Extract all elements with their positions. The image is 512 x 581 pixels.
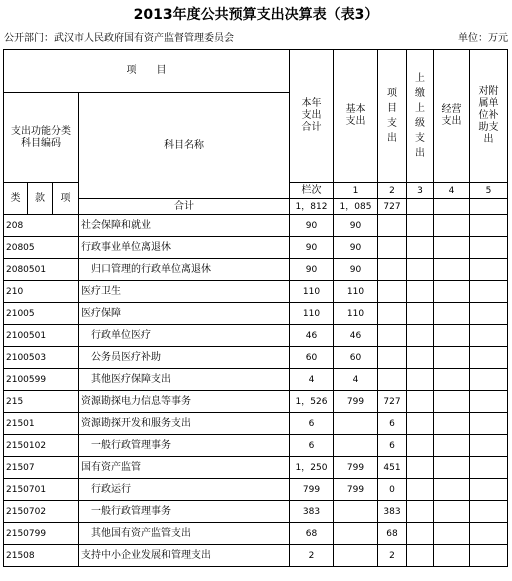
row-project xyxy=(378,325,407,347)
row-total: 2 xyxy=(290,545,334,567)
row-basic xyxy=(334,545,378,567)
row-code: 21507 xyxy=(4,457,79,479)
row-operate xyxy=(434,501,470,523)
row-operate xyxy=(434,347,470,369)
row-name: 资源勘探电力信息等事务 xyxy=(79,391,290,413)
row-subsidy xyxy=(470,281,508,303)
row-code: 2150102 xyxy=(4,435,79,457)
row-project: 68 xyxy=(378,523,407,545)
row-basic: 110 xyxy=(334,303,378,325)
row-code: 2100599 xyxy=(4,369,79,391)
row-basic: 799 xyxy=(334,391,378,413)
row-project: 0 xyxy=(378,479,407,501)
row-total: 68 xyxy=(290,523,334,545)
row-subsidy xyxy=(470,435,508,457)
row-subsidy xyxy=(470,259,508,281)
header-project: 项目支出 xyxy=(378,50,407,183)
row-name: 支持中小企业发展和管理支出 xyxy=(79,545,290,567)
row-operate xyxy=(434,325,470,347)
row-code: 2100503 xyxy=(4,347,79,369)
header-subject-name: 科目名称 xyxy=(79,93,290,199)
row-total: 90 xyxy=(290,215,334,237)
row-subsidy xyxy=(470,237,508,259)
row-code: 215 xyxy=(4,391,79,413)
row-name: 归口管理的行政单位离退休 xyxy=(79,259,290,281)
row-name: 行政运行 xyxy=(79,479,290,501)
row-name: 公务员医疗补助 xyxy=(79,347,290,369)
row-upper xyxy=(407,303,434,325)
row-subsidy xyxy=(470,545,508,567)
header-operate: 经营支出 xyxy=(434,50,470,183)
row-total: 90 xyxy=(290,259,334,281)
header-kuan: 款 xyxy=(28,183,53,215)
table-row xyxy=(4,325,508,347)
row-basic xyxy=(334,523,378,545)
row-operate xyxy=(434,281,470,303)
row-basic xyxy=(334,501,378,523)
page-title: 2013年度公共预算支出决算表（表3） xyxy=(133,7,379,23)
row-subsidy xyxy=(470,523,508,545)
row-operate xyxy=(434,369,470,391)
publishing-department xyxy=(4,32,234,46)
seq-number: 2 xyxy=(378,183,407,199)
seq-number: 4 xyxy=(434,183,470,199)
header-total: 本年支出合计 xyxy=(290,50,334,183)
seq-number: 1 xyxy=(334,183,378,199)
row-subsidy xyxy=(470,479,508,501)
row-upper xyxy=(407,215,434,237)
row-project: 451 xyxy=(378,457,407,479)
row-operate xyxy=(434,523,470,545)
row-project: 383 xyxy=(378,501,407,523)
org-name: 武汉市人民政府国有资产监督管理委员会 xyxy=(54,33,234,44)
row-subsidy xyxy=(470,391,508,413)
row-subsidy xyxy=(470,413,508,435)
table-row xyxy=(4,545,508,567)
row-project xyxy=(378,369,407,391)
row-total: 90 xyxy=(290,237,334,259)
table-row xyxy=(4,347,508,369)
row-operate xyxy=(434,413,470,435)
row-project: 6 xyxy=(378,435,407,457)
row-basic: 90 xyxy=(334,237,378,259)
row-code: 208 xyxy=(4,215,79,237)
row-total: 110 xyxy=(290,281,334,303)
row-upper xyxy=(407,369,434,391)
header-xiang: 项 xyxy=(53,183,79,215)
row-name: 行政单位医疗 xyxy=(79,325,290,347)
row-operate xyxy=(434,391,470,413)
row-upper xyxy=(407,237,434,259)
row-operate xyxy=(434,545,470,567)
row-project xyxy=(378,347,407,369)
row-name: 医疗卫生 xyxy=(79,281,290,303)
report-meta xyxy=(4,32,508,46)
row-name: 一般行政管理事务 xyxy=(79,501,290,523)
row-upper xyxy=(407,281,434,303)
row-basic: 90 xyxy=(334,215,378,237)
row-name: 行政事业单位离退休 xyxy=(79,237,290,259)
row-name: 医疗保障 xyxy=(79,303,290,325)
row-operate xyxy=(434,237,470,259)
row-project xyxy=(378,237,407,259)
row-upper xyxy=(407,435,434,457)
row-basic: 60 xyxy=(334,347,378,369)
row-code: 2150701 xyxy=(4,479,79,501)
row-total: 4 xyxy=(290,369,334,391)
row-project: 6 xyxy=(378,413,407,435)
table-row xyxy=(4,523,508,545)
row-project xyxy=(378,303,407,325)
summary-project: 727 xyxy=(378,199,407,215)
row-basic xyxy=(334,435,378,457)
row-upper xyxy=(407,479,434,501)
seq-label: 栏次 xyxy=(290,183,334,199)
row-upper xyxy=(407,523,434,545)
row-project xyxy=(378,215,407,237)
header-subsidy: 对附属单位补助支出 xyxy=(470,50,508,183)
row-code: 2080501 xyxy=(4,259,79,281)
row-operate xyxy=(434,435,470,457)
seq-number: 5 xyxy=(470,183,508,199)
row-total: 6 xyxy=(290,413,334,435)
row-basic: 799 xyxy=(334,479,378,501)
row-operate xyxy=(434,259,470,281)
row-name: 其他国有资产监管支出 xyxy=(79,523,290,545)
row-project xyxy=(378,281,407,303)
row-name: 社会保障和就业 xyxy=(79,215,290,237)
row-basic: 90 xyxy=(334,259,378,281)
table-row xyxy=(4,369,508,391)
summary-label: 合计 xyxy=(79,199,290,215)
row-basic: 799 xyxy=(334,457,378,479)
row-code: 2150799 xyxy=(4,523,79,545)
table-row xyxy=(4,413,508,435)
table-row xyxy=(4,237,508,259)
row-basic: 110 xyxy=(334,281,378,303)
row-total: 60 xyxy=(290,347,334,369)
row-total: 799 xyxy=(290,479,334,501)
row-subsidy xyxy=(470,303,508,325)
row-upper xyxy=(407,347,434,369)
row-subsidy xyxy=(470,369,508,391)
row-code: 210 xyxy=(4,281,79,303)
row-code: 2150702 xyxy=(4,501,79,523)
row-total: 110 xyxy=(290,303,334,325)
seq-number: 3 xyxy=(407,183,434,199)
row-upper xyxy=(407,325,434,347)
row-basic: 46 xyxy=(334,325,378,347)
table-row xyxy=(4,259,508,281)
row-project: 2 xyxy=(378,545,407,567)
row-basic xyxy=(334,413,378,435)
table-row xyxy=(4,215,508,237)
budget-table xyxy=(3,49,508,567)
row-code: 21005 xyxy=(4,303,79,325)
row-name: 一般行政管理事务 xyxy=(79,435,290,457)
row-total: 383 xyxy=(290,501,334,523)
table-row xyxy=(4,391,508,413)
header-item: 项 目 xyxy=(4,50,290,93)
row-subsidy xyxy=(470,347,508,369)
row-upper xyxy=(407,391,434,413)
row-total: 1，526 xyxy=(290,391,334,413)
unit-label: 单位：万元 xyxy=(458,33,508,44)
table-row xyxy=(4,281,508,303)
row-upper xyxy=(407,259,434,281)
row-code: 20805 xyxy=(4,237,79,259)
header-basic: 基本支出 xyxy=(334,50,378,183)
row-name: 资源勘探开发和服务支出 xyxy=(79,413,290,435)
row-name: 国有资产监管 xyxy=(79,457,290,479)
summary-upper xyxy=(407,199,434,215)
row-subsidy xyxy=(470,215,508,237)
row-project xyxy=(378,259,407,281)
summary-row xyxy=(4,199,508,215)
row-upper xyxy=(407,457,434,479)
row-subsidy xyxy=(470,501,508,523)
row-total: 6 xyxy=(290,435,334,457)
summary-operate xyxy=(434,199,470,215)
summary-subsidy xyxy=(470,199,508,215)
table-row xyxy=(4,501,508,523)
row-operate xyxy=(434,479,470,501)
row-upper xyxy=(407,545,434,567)
table-row xyxy=(4,435,508,457)
row-project: 727 xyxy=(378,391,407,413)
table-row xyxy=(4,457,508,479)
row-name: 其他医疗保障支出 xyxy=(79,369,290,391)
header-func-code: 支出功能分类科目编码 xyxy=(4,93,79,183)
row-operate xyxy=(434,303,470,325)
row-basic: 4 xyxy=(334,369,378,391)
row-upper xyxy=(407,413,434,435)
row-operate xyxy=(434,457,470,479)
row-code: 21501 xyxy=(4,413,79,435)
row-operate xyxy=(434,215,470,237)
summary-total: 1，812 xyxy=(290,199,334,215)
summary-basic: 1，085 xyxy=(334,199,378,215)
header-upper: 上缴上级支出 xyxy=(407,50,434,183)
row-subsidy xyxy=(470,325,508,347)
row-total: 46 xyxy=(290,325,334,347)
org-label: 公开部门： xyxy=(4,33,54,44)
row-upper xyxy=(407,501,434,523)
table-row xyxy=(4,479,508,501)
table-row xyxy=(4,303,508,325)
row-subsidy xyxy=(470,457,508,479)
header-lei: 类 xyxy=(4,183,28,215)
row-code: 21508 xyxy=(4,545,79,567)
row-code: 2100501 xyxy=(4,325,79,347)
row-total: 1，250 xyxy=(290,457,334,479)
